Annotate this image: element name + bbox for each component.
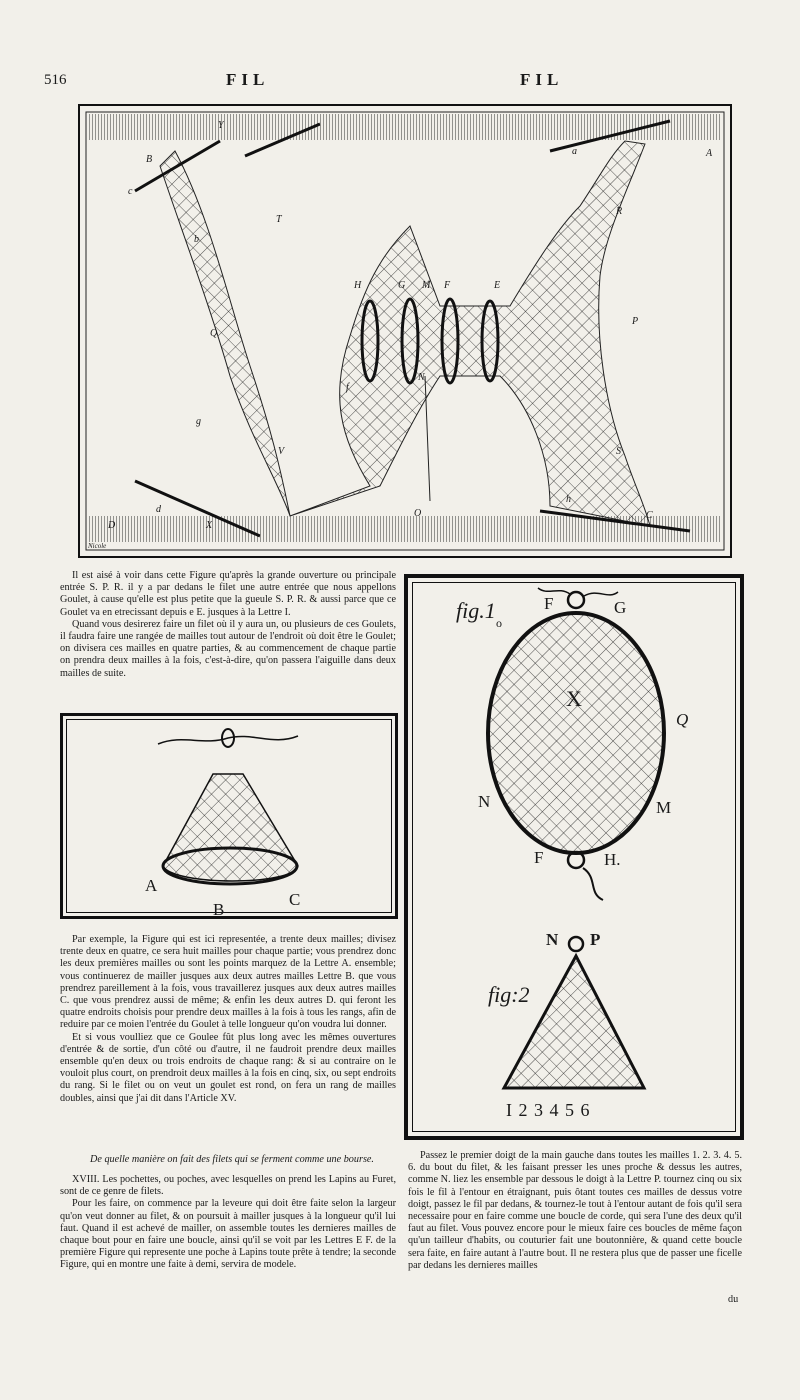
fig1-label: Q [676,710,689,729]
plate-label: X [206,520,213,531]
fig1-subscript: o [496,616,502,630]
plate-label: V [278,446,285,457]
fig1-label: M [656,798,672,817]
purse-net-drawing [408,578,740,1136]
plate-label: D [108,520,116,531]
paragraph: Et si vous voulliez que ce Goulee fût plus long avec les mêmes ouvertures d'entrée & de sortie, d'un côté ou d'autre, il ne faudroit prendre deux mailles ensemble qu'en deux ou trois endroits de chaque rang: & si au contraire on le vouloit plus court, on prendroit deux mailles à la fois en cinq, six, ou sept endroits du rang. Si le filet ou on veut un goulet est rond, on fera un rang de mailles doubles, ainsi que j'ai dit dans l'Article XV. [60,1031,396,1104]
plate-label: A [706,148,713,159]
plate-large-net [78,104,732,558]
plate-label: Y [218,120,224,131]
fig1-label: X [566,686,582,711]
plate-label: G [398,280,406,291]
net-engraving [80,106,730,556]
oval-net [488,613,664,853]
section-title: De quelle manière on fait des filets qui se ferment comme une bourse. [90,1154,374,1165]
fig2-label: P [590,930,601,949]
fig2-caption: fig:2 [488,982,530,1007]
plate-label: H [354,280,362,291]
fig1-label: N [478,792,491,811]
fig1-label: F [544,594,554,613]
paragraph: Passez le premier doigt de la main gauche dans toutes les mailles 1. 2. 3. 4. 5. 6. du bout du filet, & les faisant presser les unes proche & dessus les autres, comme N. liez les ensemble par dessous le doigt à la Lettre P. tournez cinq ou six fois le fil à l'entour en étraignant, puis ôtant toutes ces mailles de dessus votre doigt, passez le fil par dedans, & tournez-le tout à l'entour autant de fois qu'il sera necessaire pour en faire comme une boucle de corde, qui sera l'une des deux qu'il faut au filet. Vous pouvez encore pour le mieux faire ces boucles de même façon qu'un tailleur d'habits, ou couturier fait une boutonnière, & quand cette boucle sera faite, en faire autant à l'autre bout. Il ne restera plus que de passer une ficelle par dedans les dernieres mailles [408,1150,742,1271]
catchword: du [728,1294,739,1305]
text-block-goulet [60,570,396,680]
running-title-left: FIL [226,70,270,89]
paragraph: Quand vous desirerez faire un filet où il y aura un, ou plusieurs de ces Goulets, il faudra faire une rangée de mailles tout autour de l'endroit où doit être le Goulet; on divisera ces mailles en quatre parties, & au commencement de chaque partie on prendra deux mailles à la fois, c'est-à-dire, qu'on passera l'aiguille dans deux mailles de suite. [60,618,396,679]
engraver-signature: Nicole [88,542,107,550]
text-block-boucle [408,1150,742,1272]
plate-label: d [156,504,161,515]
paragraph: XVIII. Les pochettes, ou poches, avec lesquelles on prend les Lapins au Furet, sont de ce genre de filets. [60,1174,396,1198]
text-block-example [60,934,396,1105]
cone-net-drawing [63,716,395,916]
plate-label: f [346,382,349,393]
net-body [160,141,650,526]
plate-label: S [616,446,621,457]
plate-label: N [418,372,425,383]
running-title-right: FIL [520,70,564,89]
triangle-net [504,956,644,1088]
plate-label: a [572,146,577,157]
cone-label: A [145,876,158,895]
text-block-pochettes [60,1174,396,1272]
plate-label: h [566,494,571,505]
plate-label: b [194,234,199,245]
fig1-label: G [614,598,627,617]
cone-label: C [289,890,301,909]
plate-label: g [196,416,201,427]
fig2-label: N [546,930,559,949]
plate-label: P [632,316,639,327]
fig1-caption: fig.1 [456,598,496,623]
plate-label: E [494,280,501,291]
plate-purse-net [404,574,744,1140]
paragraph: Il est aisé à voir dans cette Figure qu'après la grande ouverture ou principale entrée S. P. R. il y a par dedans le filet une autre entrée que nous appellons Goulet, à cause qu'elle est plus petite que la gueule S. P. R. & aussi parce que ce Goulet va en etrecissant depuis e E. jusques à la Lettre I. [60,570,396,618]
paragraph: Pour les faire, on commence par la leveure qui doit être faite selon la largeur qu'on veut donner au filet, & on poursuit à mailler jusques à la longueur qu'il lui faut. Quand il est achevé de mailler, on assemble toutes les dernieres mailles de chaque bout pour en faire une boucle, ainsi qu'il se voit par les Lettres E F. de la première Figure qui represente une poche à Lapins toute prête à tendre; la seconde Figure, qui en montre une faite à demi, servira de modele. [60,1198,396,1271]
plate-label: C [646,510,653,521]
plate-label: c [128,186,133,197]
plate-label: R [616,206,623,217]
plate-cone-net [60,713,398,919]
plate-label: F [444,280,451,291]
paragraph: Par exemple, la Figure qui est ici representée, a trente deux mailles; divisez trente deux en quatre, ce sera huit mailles pour chaque partie; vous prendrez donc les deux premières mailles ou sont les points marquez de la Lettre A. ensemble; vous continuerez de mailler jusques aux deux autres mailles Lettre B. que vous prendrez pareillement à la fois, vous travaillerez jusques aux deux autres mailles C. que vous prendrez aussi de même; & enfin les deux autres D. qui feront les quatre endroits choisis pour prendre deux mailles à la fois à tous les rangs, afin de reduire par ce moien l'entrée du Goulet à telle longueur qu'on voudra lui donner. [60,934,396,1031]
plate-label: O [414,508,422,519]
plate-label: M [422,280,431,291]
top-hatched-band [88,114,722,140]
cone-label: B [213,900,225,919]
fig2-numbers: I 2 3 4 5 6 [506,1100,591,1120]
fig1-label: F [534,848,544,867]
plate-label: T [276,214,282,225]
plate-label: Q [210,328,218,339]
page-number: 516 [44,72,67,88]
fig1-label: H. [604,850,621,869]
plate-label: B [146,154,153,165]
